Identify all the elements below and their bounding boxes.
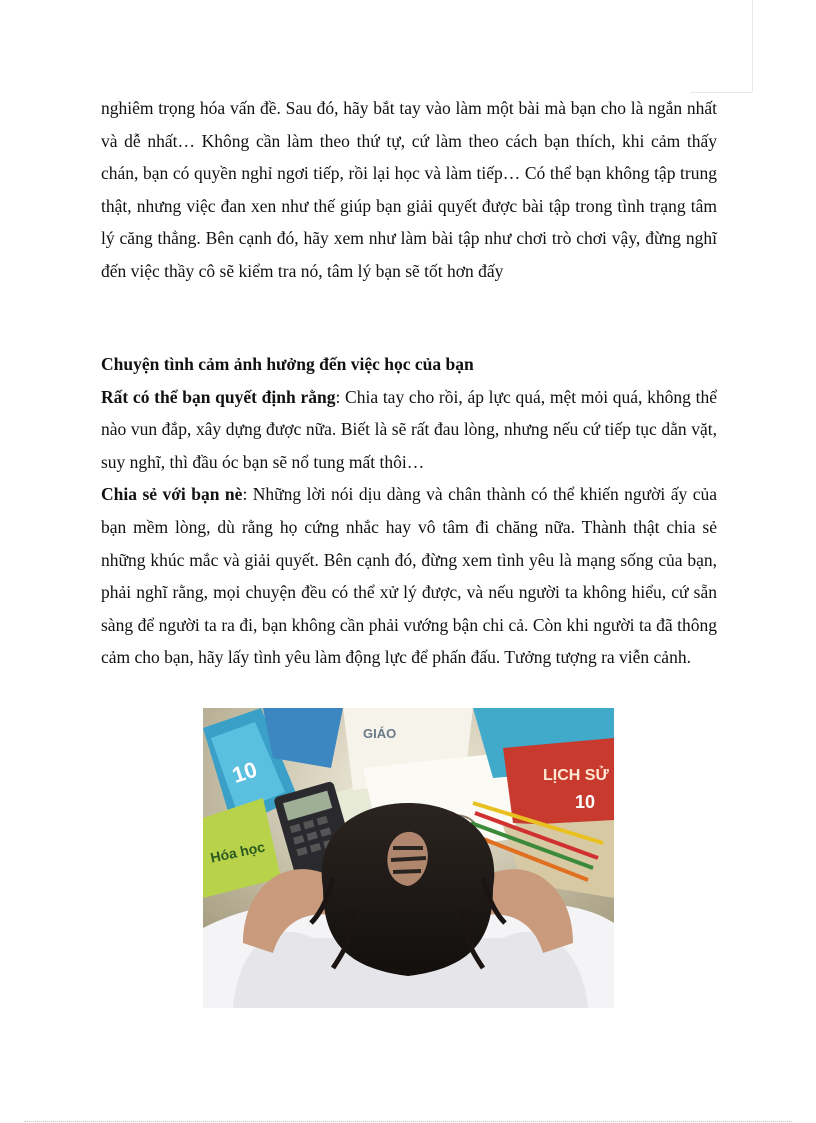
paragraph-2-lead: Rất có thể bạn quyết định rằng	[101, 386, 336, 407]
page-corner-mark-vertical	[752, 0, 753, 92]
paragraph-1: nghiêm trọng hóa vấn đề. Sau đó, hãy bắt tay vào làm một bài mà bạn cho là ngắn nhất và dễ nhất… Không cần làm theo thứ tự, cứ làm theo cách bạn thích, khi cảm thấy chán, bạn có quyền nghỉ ngơi tiếp, rồi lại học và làm tiếp… Có thể bạn không tập trung thật, nhưng việc đan xen như thế giúp bạn giải quyết được bài tập trong tình trạng tâm lý căng thẳng. Bên cạnh đó, hãy xem như làm bài tập như chơi trò chơi vậy, đừng nghĩ đến việc thầy cô sẽ kiểm tra nó, tâm lý bạn sẽ tốt hơn đấy	[101, 98, 717, 281]
paragraph-2-text: : Chia tay cho rồi, áp lực quá, mệt mỏi quá, không thể nào vun đắp, xây dựng được nữa. Biết là sẽ rất đau lòng, nhưng nếu cứ tiếp tục dằn vặt, suy nghĩ, thì đầu óc bạn sẽ nổ tung mất thôi…	[101, 386, 717, 472]
page-bottom-rule	[24, 1121, 792, 1122]
paragraph-3-text: : Những lời nói dịu dàng và chân thành có thể khiến người ấy của bạn mềm lòng, dù rằng họ cứng nhắc hay vô tâm đi chăng nữa. Thành thật chia sẻ những khúc mắc và giải quyết. Bên cạnh đó, đừng xem tình yêu là mạng sống của bạn, phải nghĩ rằng, mọi chuyện đều có thể xử lý được, và nếu người ta không hiểu, cứ sẵn sàng để người ta ra đi, bạn không cần phải vướng bận chi cả. Còn khi người ta đã thông cảm cho bạn, hãy lấy tình yêu làm động lực để phấn đấu. Tưởng tượng ra viễn cảnh.	[101, 484, 717, 668]
paragraph-2	[101, 381, 717, 479]
book-top-title: GIÁO	[363, 726, 397, 741]
photo-illustration	[203, 708, 614, 1008]
section	[101, 348, 717, 674]
stressed-student-photo	[203, 708, 614, 1008]
body-column	[101, 92, 717, 288]
book-left-number: 10	[229, 756, 261, 788]
section-heading: Chuyện tình cảm ảnh hưởng đến việc học của bạn	[101, 354, 474, 374]
book-right-title: LỊCH SỬ	[543, 767, 609, 784]
book-right-number: 10	[575, 792, 596, 812]
paragraph-3-lead: Chia sẻ với bạn nè	[101, 484, 243, 505]
paragraph-3	[101, 478, 717, 674]
student-hair	[322, 803, 495, 976]
book-left-title: Hóa học	[208, 838, 267, 866]
